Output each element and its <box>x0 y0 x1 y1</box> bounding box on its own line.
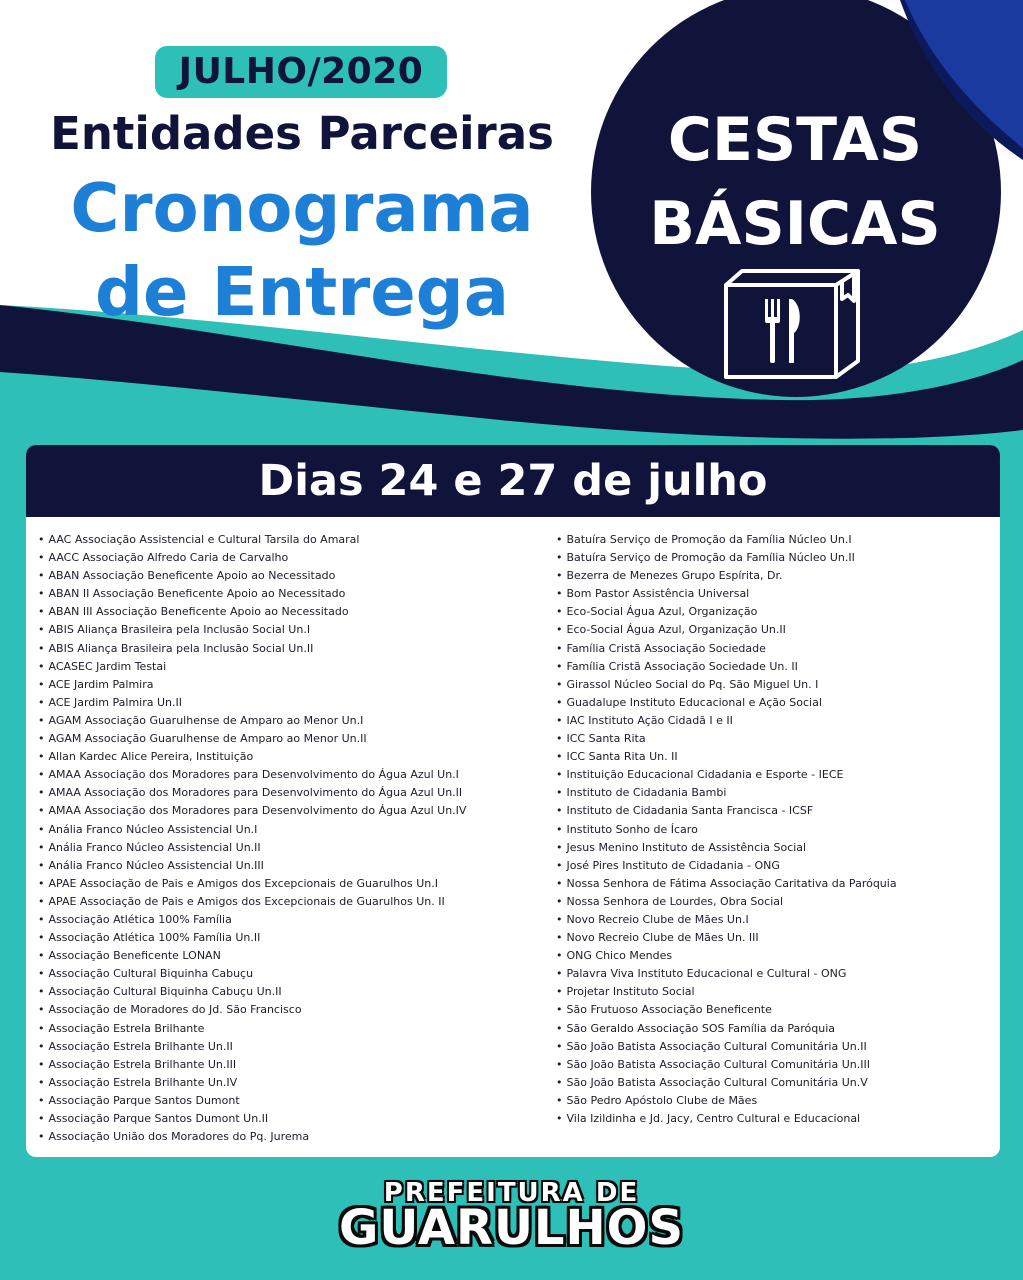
list-item: • Bezerra de Menezes Grupo Espírita, Dr. <box>556 567 996 585</box>
list-item: • Nossa Senhora de Lourdes, Obra Social <box>556 893 996 911</box>
list-item: • ABIS Aliança Brasileira pela Inclusão Social Un.I <box>38 621 543 639</box>
list-item: • ICC Santa Rita Un. II <box>556 748 996 766</box>
schedule-panel <box>26 445 1000 1157</box>
list-item: • ACE Jardim Palmira Un.II <box>38 694 543 712</box>
list-item: • Associação Cultural Biquinha Cabuçu Un.II <box>38 983 543 1001</box>
list-item: • São Frutuoso Associação Beneficente <box>556 1001 996 1019</box>
list-item: • Batuíra Serviço de Promoção da Família Núcleo Un.II <box>556 549 996 567</box>
list-item: • Anália Franco Núcleo Assistencial Un.I <box>38 821 543 839</box>
list-item: • IAC Instituto Ação Cidadã I e II <box>556 712 996 730</box>
list-item: • Família Cristã Associação Sociedade <box>556 640 996 658</box>
list-item: • ABAN II Associação Beneficente Apoio ao Necessitado <box>38 585 543 603</box>
list-item: • AGAM Associação Guarulhense de Amparo ao Menor Un.I <box>38 712 543 730</box>
page-title <box>0 166 604 334</box>
list-item: • ICC Santa Rita <box>556 730 996 748</box>
badge-line-1: CESTAS <box>667 105 923 175</box>
list-item: • Associação União dos Moradores do Pq. Jurema <box>38 1128 543 1146</box>
list-item: • Instituto de Cidadania Santa Francisca - ICSF <box>556 802 996 820</box>
entities-right-column <box>556 531 996 1128</box>
list-item: • Eco-Social Água Azul, Organização <box>556 603 996 621</box>
title-line-1: Cronograma <box>70 169 534 247</box>
footer-line-1: PREFEITURA DE <box>383 1178 640 1208</box>
list-item: • Associação de Moradores do Jd. São Francisco <box>38 1001 543 1019</box>
list-item: • Instituição Educacional Cidadania e Esporte - IECE <box>556 766 996 784</box>
list-item: • APAE Associação de Pais e Amigos dos Excepcionais de Guarulhos Un.I <box>38 875 543 893</box>
list-item: • Associação Atlética 100% Família <box>38 911 543 929</box>
list-item: • ACE Jardim Palmira <box>38 676 543 694</box>
list-item: • Associação Estrela Brilhante <box>38 1020 543 1038</box>
list-item: • Associação Estrela Brilhante Un.III <box>38 1056 543 1074</box>
list-item: • José Pires Instituto de Cidadania - ONG <box>556 857 996 875</box>
list-item: • ABIS Aliança Brasileira pela Inclusão Social Un.II <box>38 640 543 658</box>
panel-heading: Dias 24 e 27 de julho <box>26 445 1000 517</box>
list-item: • Associação Estrela Brilhante Un.IV <box>38 1074 543 1092</box>
list-item: • ABAN Associação Beneficente Apoio ao Necessitado <box>38 567 543 585</box>
list-item: • ACASEC Jardim Testai <box>38 658 543 676</box>
title-line-2: de Entrega <box>95 253 509 331</box>
entities-list-left <box>38 531 543 1146</box>
list-item: • Palavra Viva Instituto Educacional e Cultural - ONG <box>556 965 996 983</box>
list-item: • Novo Recreio Clube de Mães Un. III <box>556 929 996 947</box>
month-badge: JULHO/2020 <box>155 46 447 98</box>
list-item: • Associação Estrela Brilhante Un.II <box>38 1038 543 1056</box>
list-item: • ONG Chico Mendes <box>556 947 996 965</box>
list-item: • São Geraldo Associação SOS Família da Paróquia <box>556 1020 996 1038</box>
list-item: • Nossa Senhora de Fátima Associação Caritativa da Paróquia <box>556 875 996 893</box>
badge-line-2: BÁSICAS <box>649 189 941 259</box>
footer-logo: GUARULHOS <box>338 1200 685 1256</box>
list-item: • Guadalupe Instituto Educacional e Ação Social <box>556 694 996 712</box>
list-item: • Associação Cultural Biquinha Cabuçu <box>38 965 543 983</box>
list-item: • Associação Parque Santos Dumont Un.II <box>38 1110 543 1128</box>
list-item: • AGAM Associação Guarulhense de Amparo ao Menor Un.II <box>38 730 543 748</box>
list-item: • ABAN III Associação Beneficente Apoio ao Necessitado <box>38 603 543 621</box>
list-item: • Batuíra Serviço de Promoção da Família Núcleo Un.I <box>556 531 996 549</box>
list-item: • Associação Parque Santos Dumont <box>38 1092 543 1110</box>
entities-left-column <box>38 531 543 1146</box>
list-item: • Instituto Sonho de Ícaro <box>556 821 996 839</box>
list-item: • Bom Pastor Assistência Universal <box>556 585 996 603</box>
subtitle: Entidades Parceiras <box>50 107 554 160</box>
list-item: • Jesus Menino Instituto de Assistência Social <box>556 839 996 857</box>
list-item: • Instituto de Cidadania Bambi <box>556 784 996 802</box>
list-item: • Anália Franco Núcleo Assistencial Un.II <box>38 839 543 857</box>
list-item: • Projetar Instituto Social <box>556 983 996 1001</box>
food-box-icon <box>718 265 868 385</box>
list-item: • Girassol Núcleo Social do Pq. São Miguel Un. I <box>556 676 996 694</box>
list-item: • Anália Franco Núcleo Assistencial Un.III <box>38 857 543 875</box>
list-item: • APAE Associação de Pais e Amigos dos Excepcionais de Guarulhos Un. II <box>38 893 543 911</box>
list-item: • AMAA Associação dos Moradores para Desenvolvimento do Água Azul Un.II <box>38 784 543 802</box>
list-item: • São João Batista Associação Cultural Comunitária Un.II <box>556 1038 996 1056</box>
list-item: • São João Batista Associação Cultural Comunitária Un.III <box>556 1056 996 1074</box>
list-item: • Família Cristã Associação Sociedade Un. II <box>556 658 996 676</box>
list-item: • São João Batista Associação Cultural Comunitária Un.V <box>556 1074 996 1092</box>
list-item: • Allan Kardec Alice Pereira, Instituição <box>38 748 543 766</box>
list-item: • Novo Recreio Clube de Mães Un.I <box>556 911 996 929</box>
entities-list-right <box>556 531 996 1128</box>
list-item: • Eco-Social Água Azul, Organização Un.II <box>556 621 996 639</box>
list-item: • AACC Associação Alfredo Caria de Carvalho <box>38 549 543 567</box>
list-item: • AAC Associação Assistencial e Cultural Tarsila do Amaral <box>38 531 543 549</box>
badge-text <box>610 98 980 266</box>
list-item: • AMAA Associação dos Moradores para Desenvolvimento do Água Azul Un.IV <box>38 802 543 820</box>
list-item: • Associação Atlética 100% Família Un.II <box>38 929 543 947</box>
list-item: • São Pedro Apóstolo Clube de Mães <box>556 1092 996 1110</box>
list-item: • Vila Izildinha e Jd. Jacy, Centro Cultural e Educacional <box>556 1110 996 1128</box>
list-item: • AMAA Associação dos Moradores para Desenvolvimento do Água Azul Un.I <box>38 766 543 784</box>
list-item: • Associação Beneficente LONAN <box>38 947 543 965</box>
